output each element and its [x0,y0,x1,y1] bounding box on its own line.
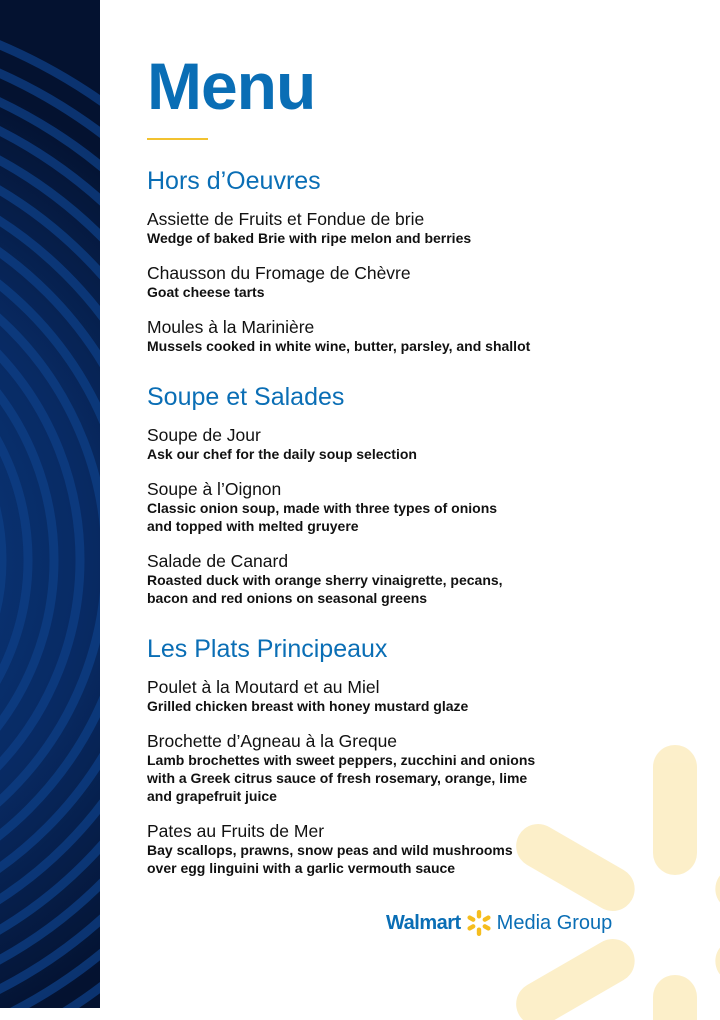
logo-suffix-text: Media Group [496,911,613,934]
menu-item [147,677,687,715]
item-name: Moules à la Marinière [147,317,315,337]
item-name: Assiette de Fruits et Fondue de brie [147,209,425,229]
walmart-spark-icon [464,908,494,938]
menu-item [147,317,687,355]
item-description: Bay scallops, prawns, snow peas and wild mushrooms over egg linguini with a garlic vermouth sauce [147,842,513,876]
logo-brand-text: Walmart [386,911,461,934]
menu-item [147,479,687,535]
section-title-les-plats-principeaux: Les Plats Principeaux [147,635,388,663]
section-title-hors-doeuvres: Hors d’Oeuvres [147,167,321,195]
menu-item [147,263,687,301]
item-name: Soupe de Jour [147,425,261,445]
item-description: Classic onion soup, made with three types of onions and topped with melted gruyere [147,500,498,534]
item-description: Grilled chicken breast with honey mustard glaze [147,698,469,714]
item-description: Roasted duck with orange sherry vinaigrette, pecans, bacon and red onions on seasonal greens [147,572,503,606]
menu-item [147,551,687,607]
section-title-soupe-et-salades: Soupe et Salades [147,383,345,411]
menu-item [147,731,687,805]
item-description: Lamb brochettes with sweet peppers, zucchini and onions with a Greek citrus sauce of fresh rosemary, orange, lime and grapefruit juice [147,752,536,804]
item-description: Mussels cooked in white wine, butter, parsley, and shallot [147,338,531,354]
menu-item [147,425,687,463]
item-name: Poulet à la Moutard et au Miel [147,677,380,697]
item-name: Brochette d’Agneau à la Greque [147,731,398,751]
title-underline [147,138,208,140]
concentric-rings-graphic [0,0,100,1008]
item-name: Salade de Canard [147,551,289,571]
walmart-media-group-logo [386,906,612,940]
decorative-side-panel [0,0,100,1008]
item-description: Ask our chef for the daily soup selection [147,446,417,462]
item-name: Soupe à l’Oignon [147,479,282,499]
item-description: Goat cheese tarts [147,284,265,300]
menu-item [147,821,687,877]
item-description: Wedge of baked Brie with ripe melon and berries [147,230,472,246]
item-name: Pates au Fruits de Mer [147,821,325,841]
menu-item [147,209,687,247]
item-name: Chausson du Fromage de Chèvre [147,263,411,283]
menu-title: Menu [147,49,316,123]
